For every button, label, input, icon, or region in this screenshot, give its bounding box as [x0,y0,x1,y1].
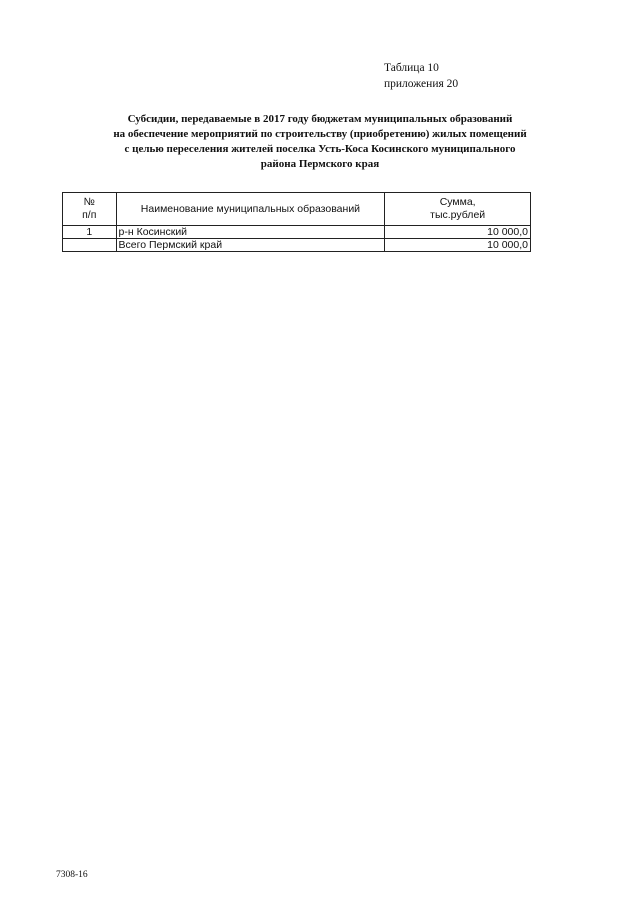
header-sum-label: Сумма, [439,196,476,208]
title-line-2: на обеспечение мероприятий по строительству (приобретению) жилых помещений [113,128,527,140]
title-line-4: района Пермского края [260,158,380,170]
header-number-symbol: № [83,196,95,208]
table-header-row [63,193,531,226]
header-sum [385,193,531,226]
total-sum: 10 000,0 [385,239,531,252]
subsidy-table [62,192,531,252]
total-name: Всего Пермский край [116,239,385,252]
header-name: Наименование муниципальных образований [116,193,385,226]
table-row [63,226,531,239]
appendix-number: приложения 20 [384,78,459,90]
total-number [63,239,117,252]
table-number: Таблица 10 [384,62,439,74]
document-title [40,112,600,172]
document-code: 7308-16 [56,870,88,880]
total-row [63,239,531,252]
title-line-1: Субсидии, передаваемые в 2017 году бюджетам муниципальных образований [127,113,513,125]
row-name: р-н Косинский [116,226,385,239]
header-sum-unit: тыс.рублей [430,209,486,221]
title-line-3: с целью переселения жителей поселка Усть-Коса Косинского муниципального [124,143,516,155]
table-reference [384,60,458,92]
header-number-label: п/п [82,209,97,221]
row-sum: 10 000,0 [385,226,531,239]
header-number [63,193,117,226]
row-number: 1 [63,226,117,239]
